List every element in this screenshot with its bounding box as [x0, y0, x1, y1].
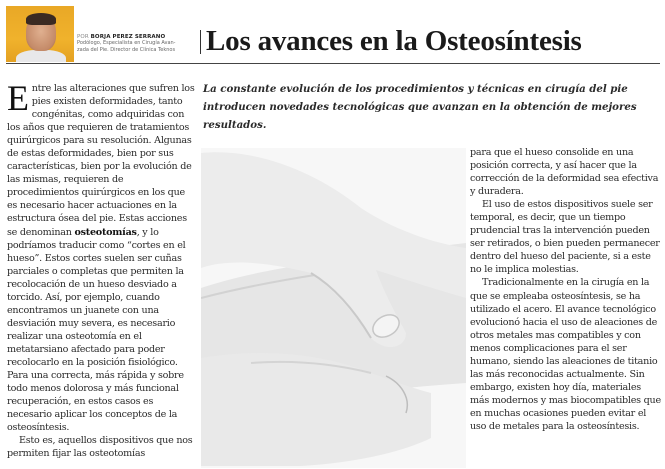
- hands-foot-illustration: [201, 148, 466, 468]
- p1-text-a: ntre las alteraciones que sufren los pies existen deformidades, tanto congénitas, como adquiridas con los años que requieren de tratamientos quirúrgicos para su resolución. Algunas de estas deformidades, bien por sus características, bien por la evolución de las mismas, requieren de procedimientos quirúrgicos en los que es necesario hacer actuaciones en la estructura ósea del pie. Estas acciones se denominan: [7, 83, 195, 238]
- author-name: BORJA PEREZ SERRANO: [90, 34, 166, 40]
- byline: [77, 34, 187, 54]
- column-1-paragraph-2: Esto es, aquellos dispositivos que nos permiten fijar las osteotomías: [7, 435, 193, 460]
- title-divider: [200, 30, 201, 54]
- author-photo: [6, 6, 74, 62]
- column-3-paragraph-2: El uso de estos dispositivos suele ser temporal, es decir, que un tiempo prudencial tras la intervención pueden ser retirados, o bien pueden permanecer dentro del hueso del paciente, si a este no le implica molestias.: [470, 199, 660, 276]
- author-role-2: zada del Pie. Director de Clínica Teknos: [77, 47, 176, 53]
- column-1-paragraph-1: [7, 78, 197, 434]
- article-photo: [201, 148, 466, 468]
- column-3: [470, 146, 662, 433]
- article-title: Los avances en la Osteosíntesis: [206, 25, 582, 57]
- author-role-1: Podólogo, Especialista en Cirugía Avan-: [77, 40, 176, 46]
- p1-text-b: , y lo podríamos traducir como “cortes en el hueso”. Estos cortes suelen ser cuñas parciales o completas que permiten la recolocación de un hueso desviado a torcido. Así, por ejemplo, cuando encontramos un juanete con una desviación muy severa, es necesario realizar una osteotomía en el metatarsiano afectado para poder recolocarlo en la posición fisiológico. Para una correcta, más rápida y sobre todo menos dolorosa y más funcional recuperación, en estos casos es necesario aplicar los conceptos de la osteosíntesis.: [7, 226, 186, 434]
- dropcap: E: [7, 78, 29, 118]
- article-lead: La constante evolución de los procedimientos y técnicas en cirugía del pie introducen novedades tecnológicas que avanzan en la obtención de mejores resultados.: [203, 83, 637, 131]
- author-shirt: [16, 50, 66, 62]
- author-hair: [26, 13, 56, 25]
- by-label: POR: [77, 34, 89, 40]
- column-3-paragraph-1: para que el hueso consolide en una posición correcta, y así hacer que la corrección de la deformidad sea efectiva y duradera.: [470, 147, 659, 198]
- header-rule: [6, 63, 660, 64]
- column-1: [7, 78, 197, 460]
- p1-bold-term: osteotomías: [74, 226, 137, 238]
- column-3-paragraph-3: Tradicionalmente en la cirugía en la que se empleaba osteosíntesis, se ha utilizado el acero. El avance tecnológico evolucionó hacia el uso de aleaciones de otros metales mas compatibles y con menos complicaciones para el ser humano, siendo las aleaciones de titanio las más reconocidas actualmente. Sin embargo, existen hoy día, materiales más modernos y mas biocompatibles que en muchas ocasiones pueden evitar el uso de metales para la osteosíntesis.: [470, 277, 661, 432]
